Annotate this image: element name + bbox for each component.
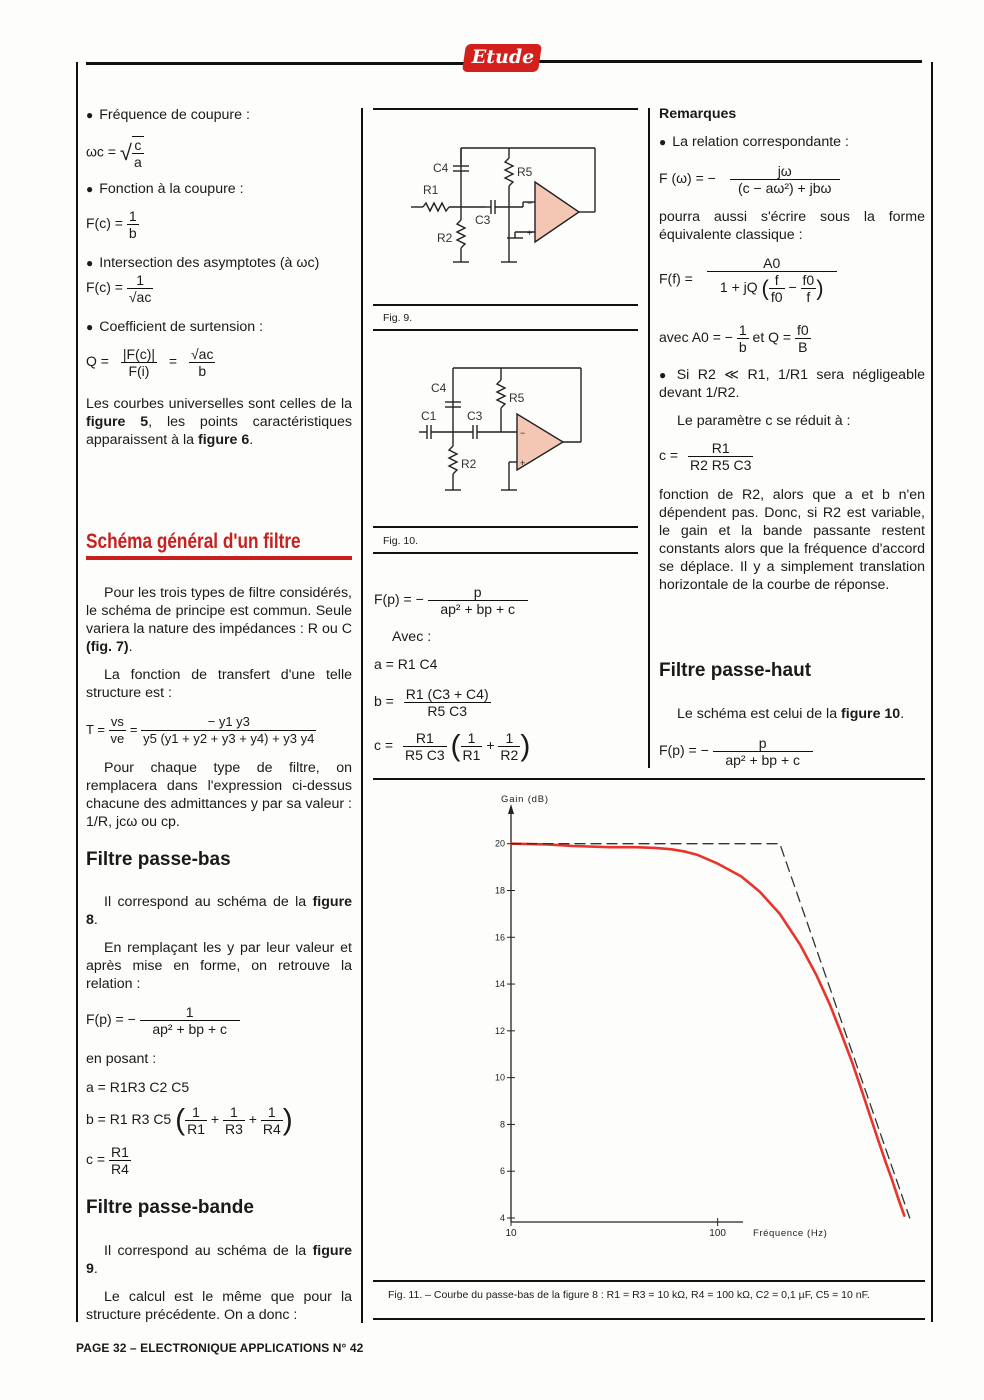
para-universal-curves: Les courbes universelles sont celles de la figure 5, les points caractéristiques apparaissent à la figure 6. bbox=[86, 396, 352, 448]
y-axis-arrow bbox=[508, 804, 514, 814]
fig9-schematic bbox=[373, 120, 638, 300]
para-remplacant: En remplaçant les y par leur valeur et après mise en forme, on retrouve la relation : bbox=[86, 940, 352, 992]
para-forme-classique: pourra aussi s'écrire sous la forme équivalente classique : bbox=[659, 209, 925, 243]
bullet-asymptotes: ● Intersection des asymptotes (à ωc) bbox=[86, 254, 319, 272]
bullet-relation: ● La relation correspondante : bbox=[659, 133, 849, 151]
y-tick-label-10: 10 bbox=[494, 1072, 505, 1083]
bullet-surtension: ● Coefficient de surtension : bbox=[86, 318, 263, 336]
svg-text:−: − bbox=[527, 198, 533, 208]
para-en-posant: en posant : bbox=[86, 1051, 157, 1067]
fig9-label-r1: R1 bbox=[423, 183, 439, 197]
heading-passe-haut: Filtre passe-haut bbox=[659, 660, 812, 681]
eq-fc-1: F(c) = $\frac{1}{b}$ bbox=[86, 208, 137, 241]
fig9-label-r2: R2 bbox=[437, 231, 453, 245]
eq-c-bandpass: c = $\frac{R1}{R5 C3}$ ( $\frac{1}{R1}$ + $\frac{1}{R2}$ ) bbox=[374, 729, 531, 763]
fig11-caption: Fig. 11. – Courbe du passe-bas de la figure 8 : R1 = R3 = 10 kΩ, R4 = 100 kΩ, C2 = 0,1 µF, C5 = 10 nF. bbox=[388, 1289, 870, 1301]
y-tick-label-6: 6 bbox=[499, 1166, 505, 1177]
series-asymptote-dashed bbox=[511, 844, 910, 1218]
fig9-label: Fig. 9. bbox=[383, 312, 413, 324]
para-fig8: Il correspond au schéma de la figure 8. bbox=[86, 894, 352, 928]
eq-fc-2: F(c) = $\frac{1}{√ac}$ bbox=[86, 272, 152, 305]
para-fonction-r2: fonction de R2, alors que a et b n'en dépendent pas. Donc, si R2 est variable, le gain et la bande passante restent constants alors que la fréquence d'accord se déplace. Il y a simplement translation horizontale de la courbe de réponse. bbox=[659, 487, 925, 593]
fig10-label-c1: C1 bbox=[421, 409, 437, 423]
eq-c-reduced: c = $\frac{R1}{R2 R5 C3}$ bbox=[659, 440, 752, 473]
y-axis-label: Gain (dB) bbox=[501, 794, 549, 805]
bullet-function-cutoff: ● Fonction à la coupure : bbox=[86, 180, 244, 198]
y-tick-label-20: 20 bbox=[494, 838, 505, 849]
series-gain-curve bbox=[511, 844, 904, 1216]
heading-schema-general: Schéma général d'un filtre bbox=[86, 530, 301, 553]
left-margin-rule bbox=[76, 62, 78, 1322]
heading-remarques: Remarques bbox=[659, 106, 737, 122]
y-tick-label-14: 14 bbox=[494, 979, 505, 990]
fig9-bottom-rule bbox=[373, 304, 638, 306]
eq-a-bandpass: a = R1 C4 bbox=[374, 656, 438, 672]
right-margin-rule bbox=[931, 62, 933, 1322]
header-rule-right bbox=[536, 60, 922, 63]
fig10-label-r5: R5 bbox=[509, 391, 525, 405]
heading-passe-bande: Filtre passe-bande bbox=[86, 1197, 254, 1218]
caption-bottom-rule bbox=[373, 1318, 925, 1320]
eq-a-lowpass: a = R1R3 C2 C5 bbox=[86, 1079, 190, 1095]
para-schema-principe: Pour les trois types de filtre considérés, le schéma de principe est commun. Seule variera la nature des impédances : R ou C (fig. 7). bbox=[86, 585, 352, 655]
bullet-cutoff-freq: ● Fréquence de coupure : bbox=[86, 106, 250, 124]
eq-fp-highpass: F(p) = − $\frac{p}{\text{ap² + bp + c}}$ bbox=[659, 735, 813, 768]
para-transfer-function: La fonction de transfert d'une telle structure est : bbox=[86, 667, 352, 701]
x-axis-label: Fréquence (Hz) bbox=[753, 1228, 828, 1239]
fig9-label-r5: R5 bbox=[517, 165, 533, 179]
eq-f-omega: F (ω) = − $\frac{j\omega}{\text{(c − aω²) + jbω}}$ bbox=[659, 163, 840, 196]
para-admittances: Pour chaque type de filtre, on remplacera dans l'expression ci-dessus chacune des admittances y par sa valeur : 1/R, jcω ou cp. bbox=[86, 760, 352, 830]
header-rule-left bbox=[86, 62, 466, 65]
y-tick-label-8: 8 bbox=[499, 1119, 505, 1130]
bullet-r2-negligeable: ● Si R2 ≪ R1, 1/R1 sera négligeable devant 1/R2. bbox=[659, 366, 925, 402]
fig11-chart bbox=[373, 780, 925, 1274]
y-tick-label-18: 18 bbox=[494, 885, 505, 896]
x-tick-label-100: 100 bbox=[709, 1228, 726, 1239]
fig10-top-rule bbox=[373, 329, 638, 331]
fig10-caption-rule bbox=[373, 552, 638, 554]
fig10-label-r2: R2 bbox=[461, 457, 477, 471]
fig10-label: Fig. 10. bbox=[383, 535, 419, 547]
para-c-reduit: Le paramètre c se réduit à : bbox=[677, 413, 851, 429]
para-calcul: Le calcul est le même que pour la structure précédente. On a donc : bbox=[86, 1289, 352, 1323]
svg-text:−: − bbox=[520, 428, 526, 438]
svg-text:+: + bbox=[527, 228, 533, 238]
fig9-label-c4: C4 bbox=[433, 161, 449, 175]
eq-b-bandpass: b = $\frac{R1 (C3 + C4)}{R5 C3}$ bbox=[374, 686, 489, 719]
svg-text:+: + bbox=[520, 458, 526, 468]
fig10-label-c4: C4 bbox=[431, 381, 447, 395]
eq-omega-c: ωc = √ $\frac{c}{a}$ bbox=[86, 137, 142, 170]
fig10-schematic bbox=[373, 340, 638, 520]
eq-fp-lowpass: F(p) = − $\frac{1}{\text{ap² + bp + c}}$ bbox=[86, 1004, 240, 1037]
fig9-label-c3: C3 bbox=[475, 213, 491, 227]
fig10-label-c3: C3 bbox=[467, 409, 483, 423]
x-tick-label-10: 10 bbox=[505, 1228, 517, 1239]
para-fig9: Il correspond au schéma de la figure 9. bbox=[86, 1243, 352, 1277]
eq-fp-bandpass: F(p) = − $\frac{p}{\text{ap² + bp + c}}$ bbox=[374, 584, 528, 617]
heading-passe-bas: Filtre passe-bas bbox=[86, 849, 231, 870]
eq-q: Q = $\frac{|F(c)|}{F(i)}$ = $\frac{√ac}{b}$ bbox=[86, 346, 214, 379]
eq-a0-q: avec A0 = − $\frac{1}{b}$ et Q = $\frac{f0}{B}$ bbox=[659, 322, 809, 355]
col-divider-2 bbox=[648, 108, 650, 768]
chart-bottom-rule bbox=[373, 1280, 925, 1282]
fig9-top-rule bbox=[373, 108, 638, 110]
y-tick-label-4: 4 bbox=[499, 1213, 505, 1223]
eq-f-f: F(f) = A0 1 + jQ ( $\frac{f}{f0}$ − $\frac{f0}{f}$ ) bbox=[659, 255, 837, 305]
y-tick-label-12: 12 bbox=[494, 1025, 505, 1036]
para-fig10: Le schéma est celui de la figure 10. bbox=[677, 706, 905, 722]
para-avec: Avec : bbox=[392, 629, 432, 645]
col-divider-1 bbox=[361, 108, 363, 1323]
y-tick-label-16: 16 bbox=[494, 932, 505, 943]
heading-red-rule bbox=[86, 556, 352, 560]
section-tag: Etude bbox=[471, 46, 535, 68]
footer-text: PAGE 32 – ELECTRONIQUE APPLICATIONS N° 42 bbox=[76, 1341, 364, 1355]
fig10-bottom-rule bbox=[373, 526, 638, 528]
eq-transfer-t: T = $\frac{vs}{ve}$ = $\frac{- y1 y3}{y5 (y1 + y2 + y3 + y4) + y3 y4}$ bbox=[86, 714, 315, 746]
eq-b-lowpass: b = R1 R3 C5 ( $\frac{1}{R1}$ + $\frac{1}{R3}$ + $\frac{1}{R4}$ ) bbox=[86, 1103, 293, 1137]
eq-c-lowpass: c = $\frac{R1}{R4}$ bbox=[86, 1144, 129, 1177]
